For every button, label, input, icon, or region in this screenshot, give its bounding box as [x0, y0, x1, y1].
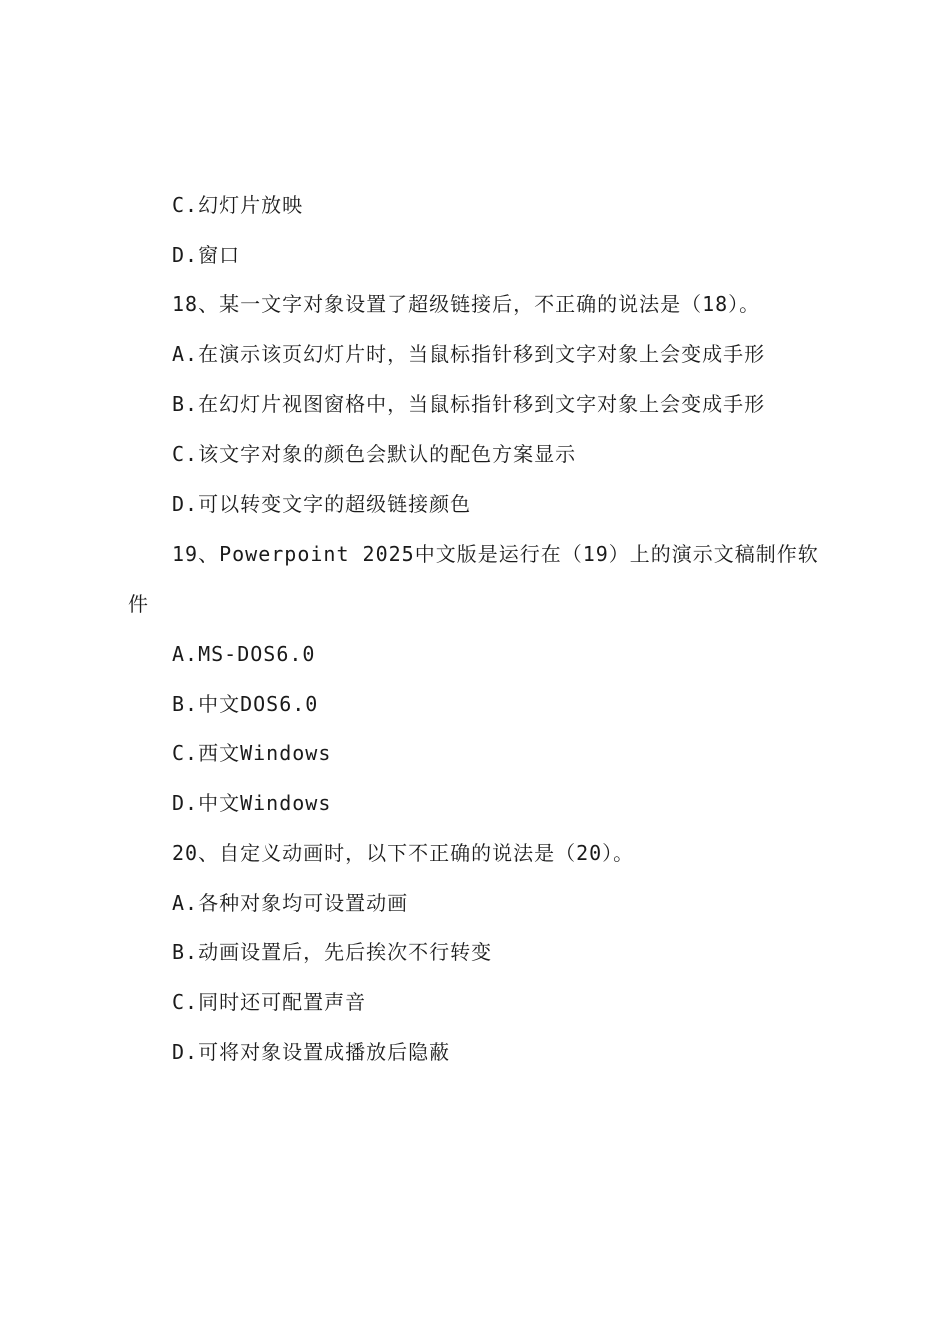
option-c-q20: C.同时还可配置声音: [172, 990, 367, 1014]
option-b-q20: B.动画设置后，先后挨次不行转变: [172, 940, 493, 964]
question-20: 20、自定义动画时，以下不正确的说法是（20）。: [172, 841, 635, 865]
option-c-q18: C.该文字对象的颜色会默认的配色方案显示: [172, 442, 577, 466]
question-19: 19、Powerpoint 2025中文版是运行在（19）上的演示文稿制作软: [172, 542, 819, 566]
option-b-q18: B.在幻灯片视图窗格中，当鼠标指针移到文字对象上会变成手形: [172, 392, 766, 416]
option-d-q20: D.可将对象设置成播放后隐蔽: [172, 1040, 451, 1064]
option-d-q19: D.中文Windows: [172, 791, 332, 815]
option-b-q19: B.中文DOS6.0: [172, 692, 319, 716]
option-a-q18: A.在演示该页幻灯片时，当鼠标指针移到文字对象上会变成手形: [172, 342, 766, 366]
question-18: 18、某一文字对象设置了超级链接后，不正确的说法是（18）。: [172, 292, 761, 316]
option-c-q19: C.西文Windows: [172, 741, 332, 765]
option-c-q17: C.幻灯片放映: [172, 193, 304, 217]
option-d-q17: D.窗口: [172, 243, 241, 267]
option-a-q20: A.各种对象均可设置动画: [172, 891, 409, 915]
question-19-continuation: 件: [128, 592, 149, 616]
option-a-q19: A.MS-DOS6.0: [172, 642, 316, 666]
option-d-q18: D.可以转变文字的超级链接颜色: [172, 492, 472, 516]
